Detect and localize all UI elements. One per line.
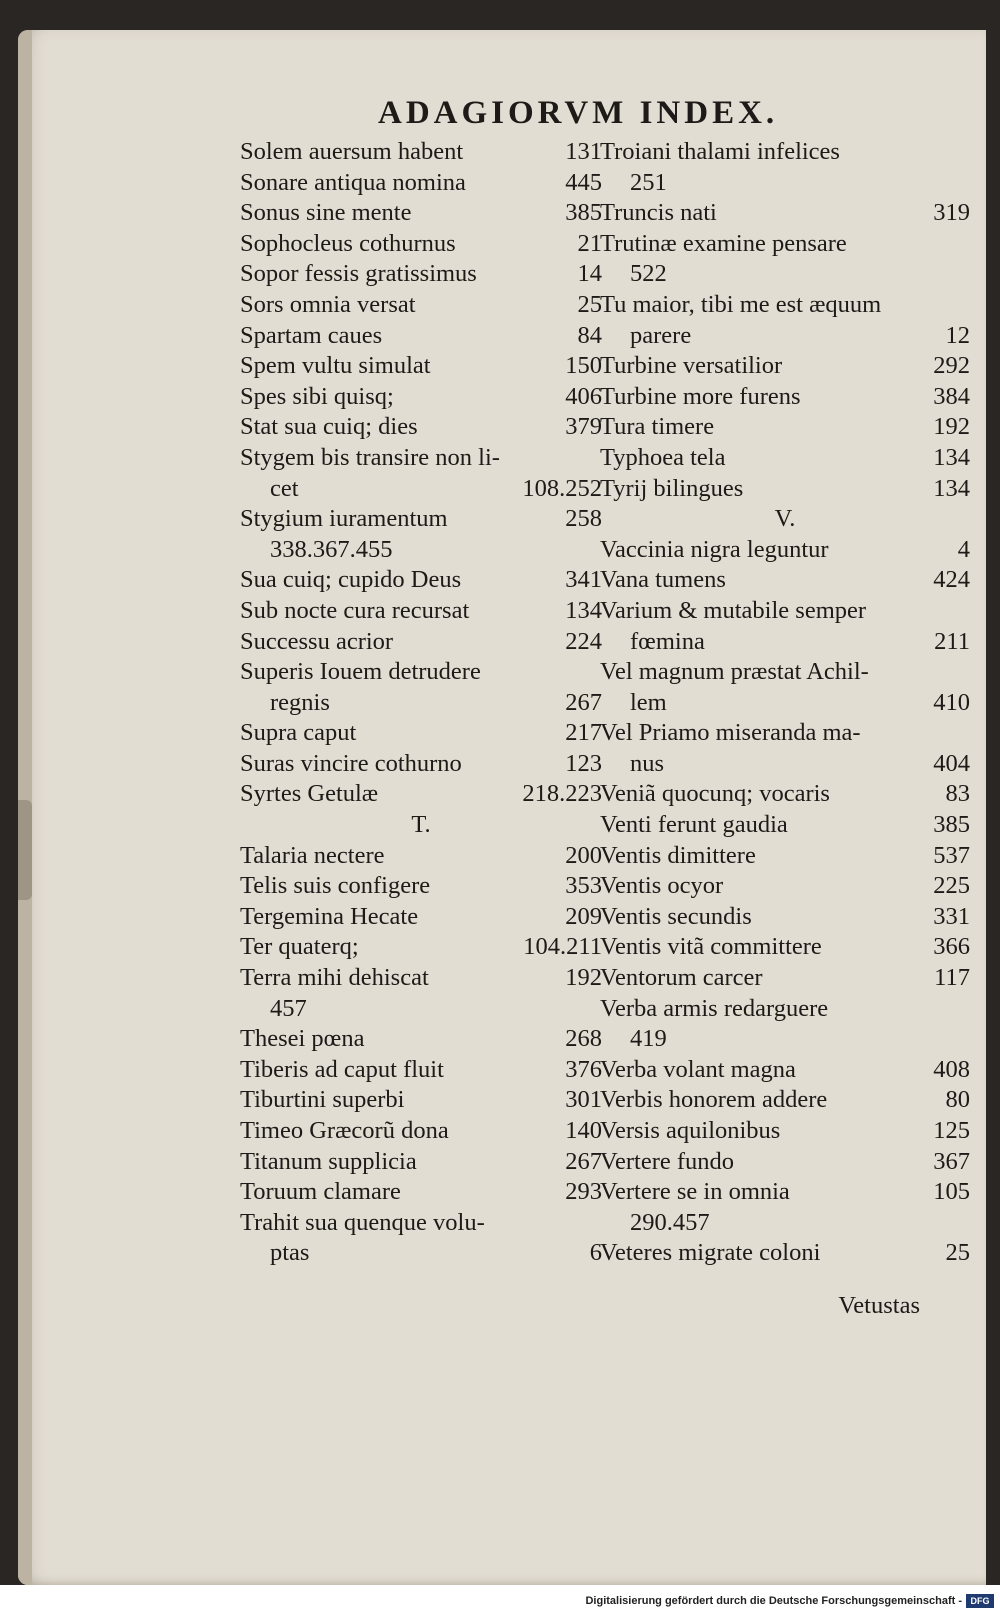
entry-page-number: 14: [577, 260, 602, 288]
index-entry: [600, 198, 970, 229]
entry-text: Tyrij bilingues: [600, 474, 744, 502]
entry-text: 338.367.455: [270, 535, 393, 563]
entry-text: Veniã quocunq; vocaris: [600, 780, 830, 808]
entry-page-number: 367: [933, 1147, 970, 1175]
entry-text: 457: [270, 994, 307, 1022]
footer-text: Digitalisierung gefördert durch die Deutsche Forschungsgemeinschaft -: [585, 1595, 962, 1607]
entry-text: Tiberis ad caput fluit: [240, 1055, 444, 1083]
index-entry: [600, 841, 970, 872]
entry-text: Vana tumens: [600, 566, 726, 594]
entry-text: Turbine versatilior: [600, 352, 783, 380]
entry-text: Spartam caues: [240, 321, 383, 349]
entry-page-number: 12: [945, 321, 970, 349]
index-entry: [240, 657, 602, 688]
entry-page-number: 537: [933, 841, 970, 869]
entry-text: Sors omnia versat: [240, 290, 416, 318]
entry-text: Truncis nati: [600, 199, 717, 227]
index-column-left: [240, 137, 602, 1269]
entry-text: Ventis dimittere: [600, 841, 756, 869]
entry-page-number: 267: [565, 1147, 602, 1175]
entry-page-number: 134: [933, 443, 970, 471]
entry-page-number: 385: [565, 199, 602, 227]
index-entry: [600, 168, 970, 199]
entry-page-number: 25: [577, 290, 602, 318]
entry-text: T.: [411, 811, 431, 839]
index-entry: [600, 596, 970, 627]
entry-text: regnis: [270, 688, 330, 716]
index-entry: [240, 871, 602, 902]
entry-text: Trahit sua quenque volu-: [240, 1208, 485, 1236]
entry-page-number: 424: [933, 566, 970, 594]
entry-page-number: 125: [933, 1117, 970, 1144]
index-entry: [240, 841, 602, 872]
entry-text: Verbis honorem addere: [600, 1086, 828, 1114]
index-entry: [240, 1116, 602, 1147]
entry-text: nus: [630, 749, 665, 777]
entry-text: Ter quaterq;: [240, 933, 359, 961]
entry-text: fœmina: [630, 627, 705, 655]
entry-page-number: 408: [933, 1055, 970, 1083]
entry-page-number: 341: [565, 566, 602, 594]
entry-text: lem: [630, 688, 667, 716]
index-entry: [240, 259, 602, 290]
index-entry: [600, 382, 970, 413]
entry-text: Tergemina Hecate: [240, 902, 419, 930]
index-entry: [240, 443, 602, 474]
entry-text: Toruum clamare: [240, 1178, 401, 1206]
entry-text: Tura timere: [600, 413, 715, 441]
entry-page-number: 445: [565, 168, 602, 196]
entry-page-number: 131: [565, 138, 602, 165]
entry-page-number: 211: [934, 627, 970, 655]
entry-text: parere: [630, 321, 692, 349]
entry-page-number: 104.211: [523, 933, 602, 961]
page-tab: [18, 800, 32, 900]
index-entry: [600, 994, 970, 1025]
index-entry: [240, 474, 602, 505]
entry-text: Vel magnum præstat Achil-: [600, 658, 869, 686]
index-entry: [600, 871, 970, 902]
book-page: [18, 30, 986, 1585]
index-entry: [600, 688, 970, 719]
entry-page-number: 192: [565, 964, 602, 992]
entry-page-number: 385: [933, 811, 970, 839]
entry-page-number: 108.252: [522, 474, 602, 502]
index-entry: [240, 779, 602, 810]
entry-page-number: 366: [933, 933, 970, 961]
index-entry: [600, 290, 970, 321]
entry-text: Stygem bis transire non li-: [240, 443, 500, 471]
index-entry: [240, 229, 602, 260]
index-entry: [240, 565, 602, 596]
entry-page-number: 376: [565, 1055, 602, 1083]
index-entry: [240, 963, 602, 994]
index-entry: [240, 137, 602, 168]
index-entry: [600, 810, 970, 841]
entry-text: Telis suis configere: [240, 872, 431, 900]
index-entry: [240, 718, 602, 749]
index-entry: [240, 749, 602, 780]
entry-text: Syrtes Getulæ: [240, 780, 379, 808]
entry-text: Vertere fundo: [600, 1147, 735, 1175]
index-entry: [600, 1116, 970, 1147]
index-letter-heading: [600, 504, 970, 535]
entry-text: Tu maior, tibi me est æquum: [600, 290, 882, 318]
index-entry: [600, 535, 970, 566]
index-entry: [600, 259, 970, 290]
index-entry: [240, 1055, 602, 1086]
entry-text: Sopor fessis gratissimus: [240, 260, 477, 288]
entry-page-number: 268: [565, 1025, 602, 1053]
entry-text: Timeo Græcorũ dona: [240, 1117, 449, 1144]
entry-page-number: 267: [565, 688, 602, 716]
entry-page-number: 410: [933, 688, 970, 716]
index-entry: [600, 1085, 970, 1116]
entry-page-number: 319: [933, 199, 970, 227]
index-entry: [240, 168, 602, 199]
index-entry: [600, 1177, 970, 1208]
index-entry: [240, 596, 602, 627]
entry-text: 522: [630, 260, 667, 288]
index-entry: [240, 535, 602, 566]
entry-page-number: 105: [933, 1178, 970, 1206]
index-entry: [240, 504, 602, 535]
entry-page-number: 6: [589, 1239, 602, 1267]
entry-page-number: 83: [945, 780, 970, 808]
entry-text: Stygium iuramentum: [240, 505, 448, 533]
entry-text: Ventorum carcer: [600, 964, 763, 992]
entry-text: Ventis ocyor: [600, 872, 724, 900]
entry-page-number: 200: [565, 841, 602, 869]
index-entry: [600, 351, 970, 382]
index-entry: [240, 321, 602, 352]
entry-text: Thesei pœna: [240, 1025, 365, 1053]
catchword: Vetustas: [838, 1292, 920, 1319]
entry-page-number: 134: [933, 474, 970, 502]
index-entry: [600, 412, 970, 443]
index-entry: [240, 351, 602, 382]
index-entry: [600, 718, 970, 749]
index-entry: [240, 902, 602, 933]
entry-page-number: 331: [933, 902, 970, 930]
entry-text: Turbine more furens: [600, 382, 801, 410]
entry-text: 251: [630, 168, 667, 196]
entry-page-number: 384: [933, 382, 970, 410]
entry-page-number: 123: [565, 749, 602, 777]
entry-page-number: 84: [577, 321, 602, 349]
entry-page-number: 293: [565, 1178, 602, 1206]
entry-text: Sonus sine mente: [240, 199, 412, 227]
entry-page-number: 80: [945, 1086, 970, 1114]
entry-text: ptas: [270, 1239, 310, 1267]
dfg-logo: DFG: [966, 1594, 994, 1608]
entry-text: Supra caput: [240, 719, 357, 747]
entry-text: Stat sua cuiq; dies: [240, 413, 418, 441]
entry-text: Verba armis redarguere: [600, 994, 829, 1022]
entry-text: Sua cuiq; cupido Deus: [240, 566, 462, 594]
entry-page-number: 150: [565, 352, 602, 380]
index-entry: [600, 321, 970, 352]
entry-page-number: 140: [565, 1117, 602, 1144]
entry-text: 419: [630, 1025, 667, 1053]
entry-text: Terra mihi dehiscat: [240, 964, 429, 992]
index-entry: [600, 1238, 970, 1269]
index-entry: [600, 1147, 970, 1178]
index-entry: [600, 443, 970, 474]
entry-page-number: 353: [565, 872, 602, 900]
index-entry: [600, 657, 970, 688]
entry-text: Sub nocte cura recursat: [240, 596, 470, 624]
index-entry: [240, 994, 602, 1025]
index-entry: [240, 1208, 602, 1239]
index-entry: [240, 1177, 602, 1208]
index-entry: [240, 1238, 602, 1269]
entry-text: Suras vincire cothurno: [240, 749, 462, 777]
entry-text: Verba volant magna: [600, 1055, 796, 1083]
entry-page-number: 258: [565, 505, 602, 533]
index-entry: [240, 1024, 602, 1055]
index-entry: [600, 565, 970, 596]
index-entry: [600, 137, 970, 168]
entry-text: 290.457: [630, 1208, 710, 1236]
index-entry: [600, 1208, 970, 1239]
entry-text: Ventis vitã committere: [600, 933, 822, 961]
entry-text: Vaccinia nigra leguntur: [600, 535, 829, 563]
index-entry: [240, 688, 602, 719]
digitization-footer: [0, 1585, 1000, 1617]
entry-text: Talaria nectere: [240, 841, 385, 869]
entry-text: Troiani thalami infelices: [600, 138, 840, 165]
index-entry: [240, 1085, 602, 1116]
entry-text: Versis aquilonibus: [600, 1117, 781, 1144]
entry-page-number: 4: [957, 535, 970, 563]
index-column-right: [600, 137, 970, 1269]
entry-text: Venti ferunt gaudia: [600, 811, 788, 839]
entry-text: V.: [774, 505, 796, 533]
running-head: ADAGIORVM INDEX.: [378, 95, 779, 131]
index-entry: [240, 1147, 602, 1178]
entry-page-number: 218.223: [522, 780, 602, 808]
entry-page-number: 225: [933, 872, 970, 900]
entry-text: Titanum supplicia: [240, 1147, 417, 1175]
entry-page-number: 224: [565, 627, 602, 655]
entry-text: Vertere se in omnia: [600, 1178, 790, 1206]
index-entry: [600, 779, 970, 810]
entry-text: Tiburtini superbi: [240, 1086, 405, 1114]
entry-text: Typhoea tela: [600, 443, 726, 471]
entry-page-number: 217: [565, 719, 602, 747]
entry-text: Ventis secundis: [600, 902, 752, 930]
index-entry: [600, 229, 970, 260]
entry-text: Varium & mutabile semper: [600, 596, 867, 624]
index-entry: [240, 627, 602, 658]
entry-page-number: 209: [565, 902, 602, 930]
index-entry: [600, 1055, 970, 1086]
entry-page-number: 292: [933, 352, 970, 380]
entry-text: cet: [270, 474, 299, 502]
index-entry: [600, 963, 970, 994]
entry-text: Spem vultu simulat: [240, 352, 431, 380]
entry-text: Spes sibi quisq;: [240, 382, 394, 410]
entry-page-number: 192: [933, 413, 970, 441]
entry-text: Superis Iouem detrudere: [240, 658, 481, 686]
index-entry: [600, 932, 970, 963]
entry-page-number: 379: [565, 413, 602, 441]
index-entry: [600, 749, 970, 780]
entry-page-number: 117: [934, 964, 970, 992]
entry-text: Solem auersum habent: [240, 138, 464, 165]
index-letter-heading: [240, 810, 602, 841]
index-entry: [240, 198, 602, 229]
index-entry: [240, 932, 602, 963]
entry-page-number: 404: [933, 749, 970, 777]
entry-page-number: 25: [945, 1239, 970, 1267]
entry-page-number: 21: [577, 229, 602, 257]
index-entry: [600, 474, 970, 505]
index-entry: [600, 1024, 970, 1055]
entry-page-number: 301: [565, 1086, 602, 1114]
entry-page-number: 134: [565, 596, 602, 624]
index-entry: [600, 627, 970, 658]
entry-text: Vel Priamo miseranda ma-: [600, 719, 861, 747]
entry-text: Sophocleus cothurnus: [240, 229, 456, 257]
entry-page-number: 406: [565, 382, 602, 410]
index-entry: [240, 290, 602, 321]
index-entry: [240, 382, 602, 413]
entry-text: Sonare antiqua nomina: [240, 168, 466, 196]
index-entry: [240, 412, 602, 443]
entry-text: Trutinæ examine pensare: [600, 229, 847, 257]
index-entry: [600, 902, 970, 933]
entry-text: Successu acrior: [240, 627, 394, 655]
entry-text: Veteres migrate coloni: [600, 1239, 821, 1267]
